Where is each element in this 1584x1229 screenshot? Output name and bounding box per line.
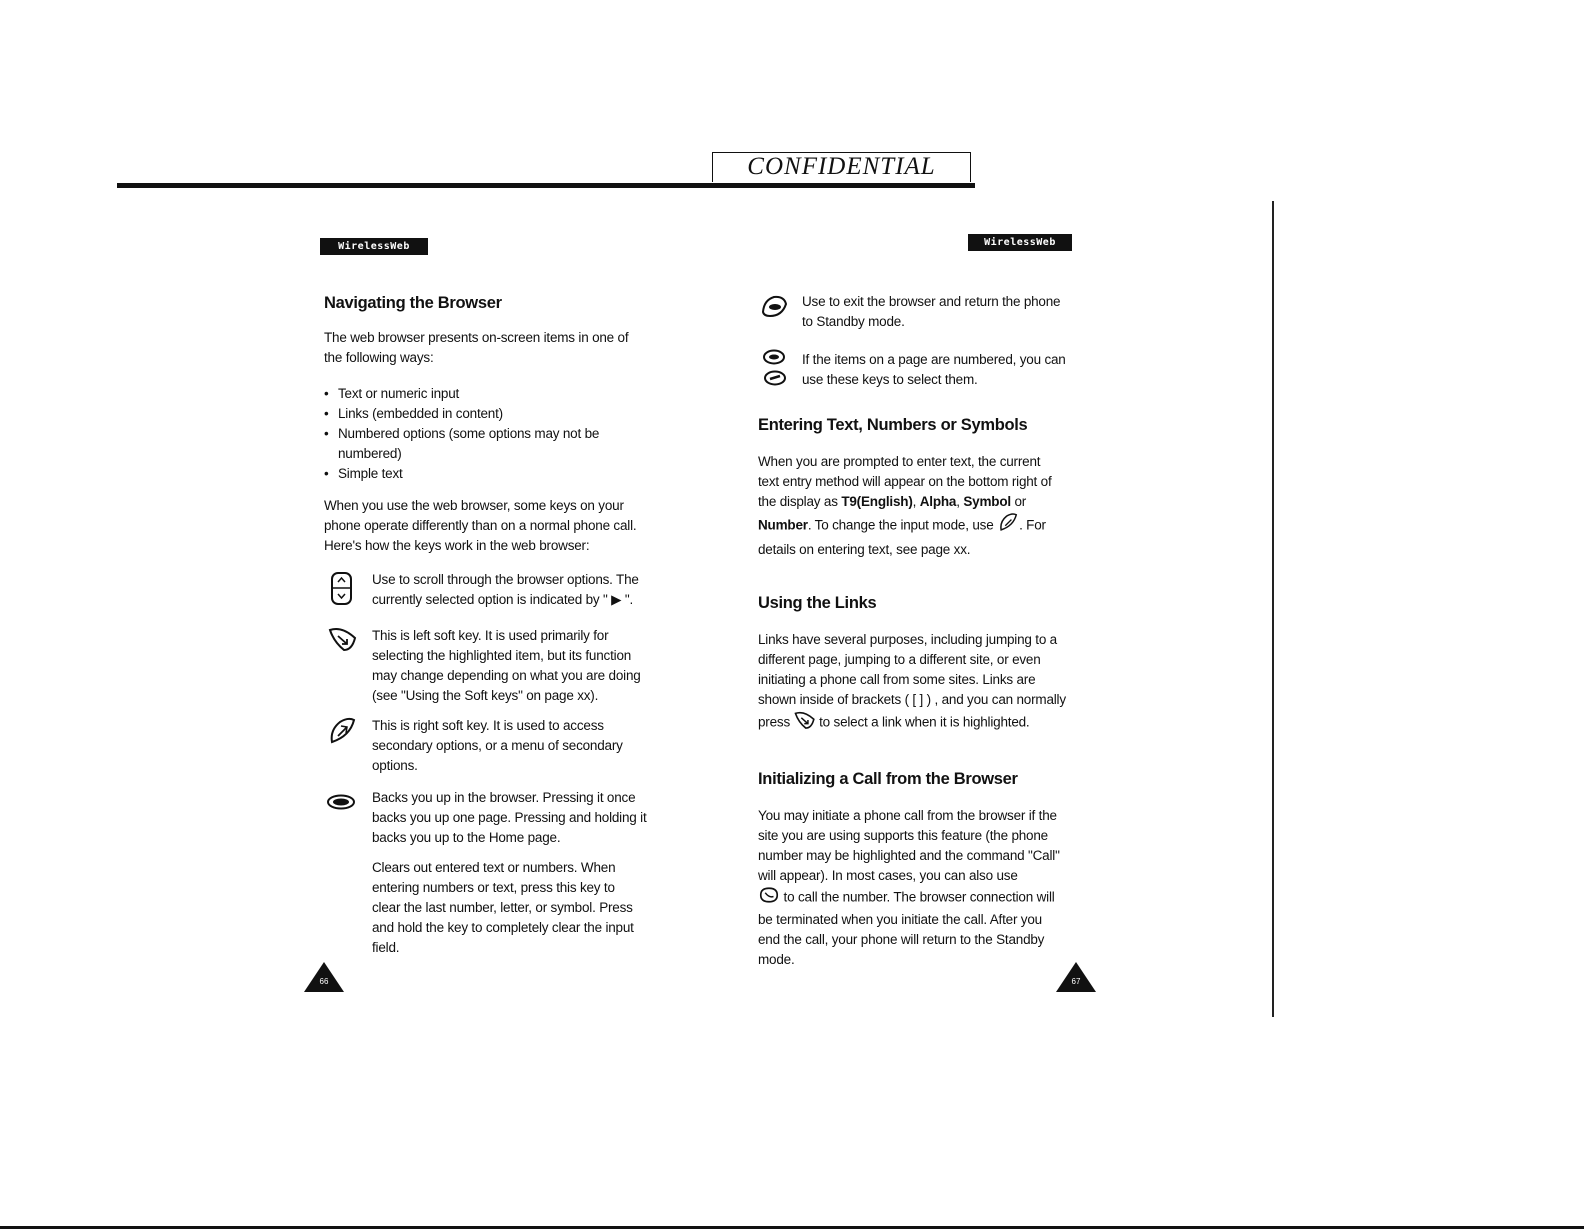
- navigating-title: Navigating the Browser: [324, 294, 502, 312]
- text-segment: . To change the input mode, use: [807, 517, 998, 533]
- left-soft-key-icon: [794, 710, 816, 736]
- description-line: entering numbers or text, press this key to: [372, 880, 615, 895]
- list-item: [324, 384, 644, 404]
- intro-paragraph: [324, 328, 644, 368]
- number-keys-icon: [762, 348, 788, 388]
- right-soft-key-icon: [328, 716, 356, 748]
- scroll-key-icon: [330, 572, 354, 606]
- description-line: options.: [372, 758, 418, 773]
- intro-line: The web browser presents on-screen items in one of: [324, 330, 629, 345]
- paragraph-line: different page, jumping to a different site, or even: [758, 652, 1041, 667]
- paragraph-line: [758, 886, 1098, 910]
- paragraph-line: details on entering text, see page xx.: [758, 542, 971, 557]
- description-line: may change depending on what you are doing: [372, 668, 641, 683]
- clear-description: [372, 858, 672, 958]
- paragraph-line: [758, 710, 1098, 736]
- paragraph-line: When you are prompted to enter text, the current: [758, 454, 1041, 469]
- description-line: selecting the highlighted item, but its function: [372, 648, 632, 663]
- right-soft-key-description: [372, 716, 672, 776]
- page-number: 67: [1071, 977, 1081, 986]
- description-line: Clears out entered text or numbers. When: [372, 860, 616, 875]
- mode-symbol: Symbol: [963, 494, 1011, 509]
- list-item-text: Links (embedded in content): [338, 406, 503, 421]
- description-line: Use to exit the browser and return the phone: [802, 294, 1061, 309]
- paragraph-line: [758, 512, 1098, 540]
- wirelessweb-tab-left: WirelessWeb: [320, 238, 428, 255]
- display-ways-list: [324, 384, 644, 484]
- text-segment: or: [1010, 494, 1027, 509]
- paragraph-line: When you use the web browser, some keys on your: [324, 498, 624, 513]
- scroll-key-description: [372, 570, 672, 610]
- description-line: field.: [372, 940, 400, 955]
- send-key-icon: [758, 886, 780, 910]
- end-key-description: [802, 292, 1102, 332]
- text-segment: to select a link when it is highlighted.: [815, 714, 1030, 730]
- intro-line: the following ways:: [324, 350, 434, 365]
- number-keys-description: [802, 350, 1102, 390]
- description-line: backs you up one page. Pressing and holding it: [372, 810, 647, 825]
- description-line: secondary options, or a menu of secondary: [372, 738, 623, 753]
- text-segment: to call the number. The browser connection will: [780, 889, 1055, 905]
- wirelessweb-tab-right: WirelessWeb: [968, 234, 1072, 251]
- confidential-label: CONFIDENTIAL: [712, 152, 971, 182]
- paragraph-line: mode.: [758, 952, 795, 967]
- description-line: clear the last number, letter, or symbol. Press: [372, 900, 633, 915]
- list-item-text: • Numbered options (some options may not be: [338, 426, 600, 441]
- page-number-left: [304, 962, 344, 992]
- text-segment: the display as: [758, 494, 842, 509]
- description-line: to Standby mode.: [802, 314, 905, 329]
- mode-alpha: Alpha: [919, 494, 957, 509]
- paragraph-line: Links have several purposes, including jumping to a: [758, 632, 1057, 647]
- keys-intro-paragraph: [324, 496, 654, 556]
- paragraph-line: text entry method will appear on the bottom right of: [758, 474, 1052, 489]
- right-soft-key-icon: [997, 512, 1019, 540]
- mode-number: Number: [758, 517, 808, 533]
- using-links-title: Using the Links: [758, 594, 877, 612]
- text-segment: ,: [956, 494, 964, 509]
- left-soft-key-description: [372, 626, 672, 706]
- end-key-icon: [760, 294, 788, 318]
- mode-t9: T9(English): [841, 494, 913, 509]
- paragraph-line: number may be highlighted and the command "Call": [758, 848, 1060, 863]
- list-item-text: Simple text: [338, 466, 403, 481]
- description-line: This is right soft key. It is used to access: [372, 718, 604, 733]
- description-line: backs you up to the Home page.: [372, 830, 561, 845]
- description-line: and hold the key to completely clear the input: [372, 920, 634, 935]
- description-line: Use to scroll through the browser options. The: [372, 572, 639, 587]
- using-links-paragraph: [758, 630, 1098, 736]
- initializing-call-title: Initializing a Call from the Browser: [758, 770, 1018, 788]
- page-edge-line: [1272, 201, 1274, 1017]
- paragraph-line: shown inside of brackets ( [ ] ) , and you can normally: [758, 692, 1066, 707]
- paragraph-line: end the call, your phone will return to the Standby: [758, 932, 1045, 947]
- paragraph-line: phone operate differently than on a normal phone call.: [324, 518, 637, 533]
- description-line: This is left soft key. It is used primarily for: [372, 628, 609, 643]
- left-soft-key-icon: [328, 626, 358, 652]
- description-line: Backs you up in the browser. Pressing it once: [372, 790, 636, 805]
- paragraph-line: be terminated when you initiate the call. After you: [758, 912, 1042, 927]
- entering-text-paragraph: [758, 452, 1098, 560]
- paragraph-line: Here's how the keys work in the web browser:: [324, 538, 590, 553]
- list-item-text: Text or numeric input: [338, 386, 460, 401]
- paragraph-line: initiating a phone call from some sites. Links are: [758, 672, 1036, 687]
- description-line: (see "Using the Soft keys" on page xx).: [372, 688, 599, 703]
- page-number-right: [1056, 962, 1096, 992]
- list-item: [324, 404, 644, 424]
- header-rule: [117, 183, 975, 188]
- text-segment: . For: [1019, 517, 1046, 533]
- text-segment: press: [758, 714, 794, 730]
- paragraph-line: [758, 492, 1098, 512]
- paragraph-line: You may initiate a phone call from the browser if the: [758, 808, 1057, 823]
- paragraph-line: site you are using supports this feature (the phone: [758, 828, 1048, 843]
- list-item: [324, 424, 644, 464]
- paragraph-line: will appear). In most cases, you can also use: [758, 868, 1018, 883]
- list-item-text: numbered): [338, 446, 402, 461]
- initializing-call-paragraph: [758, 806, 1098, 970]
- page-number: 66: [319, 977, 329, 986]
- text-segment: ,: [912, 494, 920, 509]
- description-line: currently selected option is indicated by " ▶ ".: [372, 592, 633, 607]
- entering-text-title: Entering Text, Numbers or Symbols: [758, 416, 1028, 434]
- description-line: use these keys to select them.: [802, 372, 978, 387]
- clr-key-description: [372, 788, 672, 848]
- list-item: [324, 464, 644, 484]
- description-line: If the items on a page are numbered, you can: [802, 352, 1066, 367]
- clr-key-icon: [326, 794, 356, 810]
